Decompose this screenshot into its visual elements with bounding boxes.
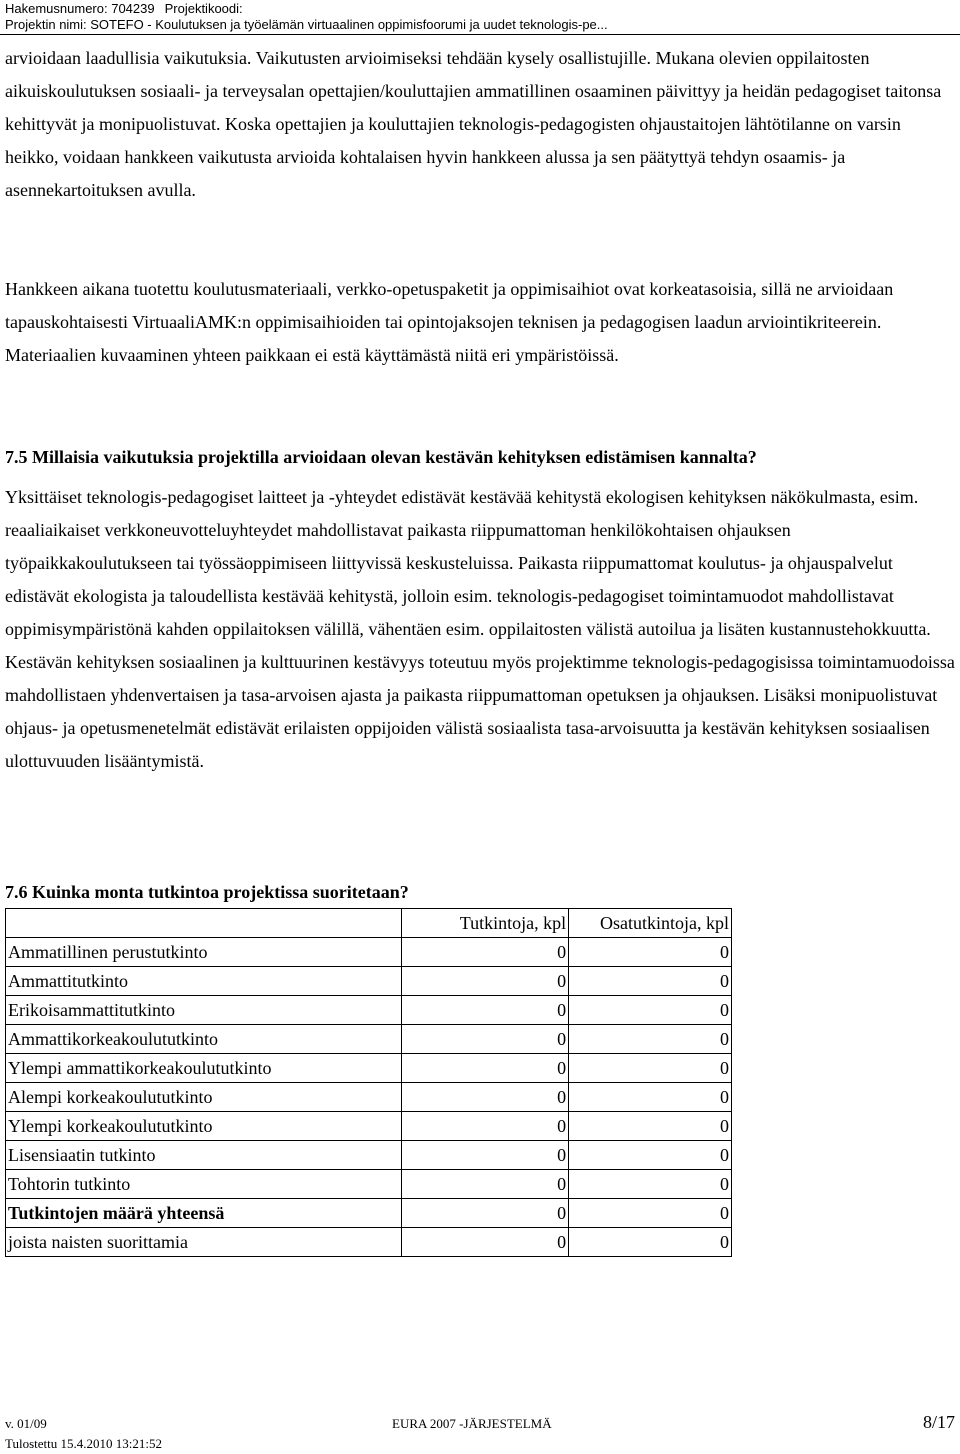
- table-row: [6, 996, 732, 1025]
- application-number: Hakemusnumero: 704239: [5, 1, 155, 16]
- footer-printed-timestamp: Tulostettu 15.4.2010 13:21:52: [5, 1436, 162, 1451]
- document-footer: [5, 1408, 955, 1432]
- table-header-row: [6, 909, 732, 938]
- table-row: [6, 1025, 732, 1054]
- intro-paragraph-1-block: [5, 42, 955, 207]
- row-label: Ammatillinen perustutkinto: [6, 938, 402, 967]
- table-row: [6, 1083, 732, 1112]
- row-partial: 0: [569, 1228, 732, 1257]
- table-row: [6, 967, 732, 996]
- header-rule: [0, 34, 960, 35]
- row-partial: 0: [569, 1054, 732, 1083]
- table-row: [6, 1141, 732, 1170]
- table-row: [6, 1228, 732, 1257]
- row-label: Ammattikorkeakoulututkinto: [6, 1025, 402, 1054]
- table-row-total: [6, 1199, 732, 1228]
- row-degrees: 0: [402, 967, 569, 996]
- row-degrees: 0: [402, 1025, 569, 1054]
- row-degrees: 0: [402, 1112, 569, 1141]
- section-7-5-heading: 7.5 Millaisia vaikutuksia projektilla arvioidaan olevan kestävän kehityksen edistämisen kannalta?: [5, 447, 757, 467]
- row-partial: 0: [569, 996, 732, 1025]
- row-label: Erikoisammattitutkinto: [6, 996, 402, 1025]
- intro-paragraph-2-block: [5, 273, 955, 372]
- row-partial: 0: [569, 1199, 732, 1228]
- column-header-partial: Osatutkintoja, kpl: [569, 909, 732, 938]
- row-label: Ammattitutkinto: [6, 967, 402, 996]
- section-7-6-heading: 7.6 Kuinka monta tutkintoa projektissa suoritetaan?: [5, 882, 409, 902]
- row-label: joista naisten suorittamia: [6, 1228, 402, 1257]
- row-degrees: 0: [402, 1199, 569, 1228]
- row-degrees: 0: [402, 1141, 569, 1170]
- document-header: [5, 1, 955, 33]
- header-line-1: [5, 1, 955, 17]
- degrees-table: [5, 908, 732, 1257]
- footer-system-name: EURA 2007 -JÄRJESTELMÄ: [392, 1416, 552, 1431]
- table-row: [6, 1170, 732, 1199]
- row-partial: 0: [569, 1025, 732, 1054]
- row-degrees: 0: [402, 938, 569, 967]
- row-label: Lisensiaatin tutkinto: [6, 1141, 402, 1170]
- row-degrees: 0: [402, 996, 569, 1025]
- row-partial: 0: [569, 1083, 732, 1112]
- footer-page-number: 8/17: [922, 1412, 955, 1432]
- table-row: [6, 1112, 732, 1141]
- row-label: Tohtorin tutkinto: [6, 1170, 402, 1199]
- column-header-degrees: Tutkintoja, kpl: [402, 909, 569, 938]
- section-7-5-body: Yksittäiset teknologis-pedagogiset laitteet ja -yhteydet edistävät kestävää kehitystä ekologisen kehityksen näkökulmasta, esim. reaaliaikaiset verkkoneuvotteluyhteydet mahdollistavat paikasta riippumattoman henkilökohtaisen ohjauksen työpaikkakoulutukseen tai työssäoppimiseen liittyvissä keskusteluissa. Paikasta riippumattomat koulutus- ja ohjauspalvelut edistävät ekologista ja taloudellista kestävää kehitystä, jolloin esim. teknologis-pedagogiset toimintamuodot mahdollistavat oppimisympäristönä kahden oppilaitoksen välillä, vähentäen esim. oppilaitosten välistä autoilua ja lisäten kustannustehokkuutta. Kestävän kehityksen sosiaalinen ja kulttuurinen kestävyys toteutuu myös projektimme teknologis-pedagogisissa toimintamuodoissa mahdollistaen yhdenvertaisen ja tasa-arvoisen ajasta ja paikasta riippumattoman opetuksen ja ohjauksen. Lisäksi monipuolistuvat ohjaus- ja opetusmenetelmät edistävät erilaisten oppijoiden välistä sosiaalista tasa-arvoisuutta ja kestävän kehityksen sosiaalisen ulottuvuuden lisääntymistä.: [5, 487, 955, 771]
- section-7-5-body-block: [5, 481, 955, 778]
- row-degrees: 0: [402, 1228, 569, 1257]
- row-partial: 0: [569, 1170, 732, 1199]
- row-degrees: 0: [402, 1054, 569, 1083]
- project-code-label: Projektikoodi:: [164, 1, 243, 16]
- intro-paragraph-1: arvioidaan laadullisia vaikutuksia. Vaikutusten arvioimiseksi tehdään kysely osallistujille. Mukana olevien oppilaitosten aikuiskoulutuksen sosiaali- ja terveysalan opettajien/kouluttajien ammatillinen osaaminen päivittyy ja heidän pedagogiset taitonsa kehittyvät ja monipuolistuvat. Koska opettajien ja kouluttajien teknologis-pedagogisten ohjaustaitojen lähtötilanne on varsin heikko, voidaan hankkeen vaikutusta arvioida kohtalaisen hyvin hankkeen alussa ja sen päätyttyä tehdyn osaamis- ja asennekartoituksen avulla.: [5, 48, 942, 200]
- row-label: Ylempi ammattikorkeakoulututkinto: [6, 1054, 402, 1083]
- row-partial: 0: [569, 938, 732, 967]
- row-partial: 0: [569, 1112, 732, 1141]
- table-row: [6, 1054, 732, 1083]
- row-degrees: 0: [402, 1083, 569, 1112]
- row-degrees: 0: [402, 1170, 569, 1199]
- project-name: Projektin nimi: SOTEFO - Koulutuksen ja työelämän virtuaalinen oppimisfoorumi ja uudet teknologis-pe...: [5, 17, 608, 32]
- footer-version: v. 01/09: [5, 1416, 47, 1431]
- row-label: Alempi korkeakoulututkinto: [6, 1083, 402, 1112]
- row-label: Tutkintojen määrä yhteensä: [6, 1199, 402, 1228]
- intro-paragraph-2: Hankkeen aikana tuotettu koulutusmateriaali, verkko-opetuspaketit ja oppimisaihiot ovat korkeatasoisia, sillä ne arvioidaan tapauskohtaisesti VirtuaaliAMK:n oppimisaihioiden tai opintojaksojen teknisen ja pedagogisen laadun arviointikriteerein. Materiaalien kuvaaminen yhteen paikkaan ei estä käyttämästä niitä eri ympäristöissä.: [5, 279, 894, 365]
- row-partial: 0: [569, 967, 732, 996]
- table-row: [6, 938, 732, 967]
- row-label: Ylempi korkeakoulututkinto: [6, 1112, 402, 1141]
- column-header-name: [6, 909, 402, 938]
- row-partial: 0: [569, 1141, 732, 1170]
